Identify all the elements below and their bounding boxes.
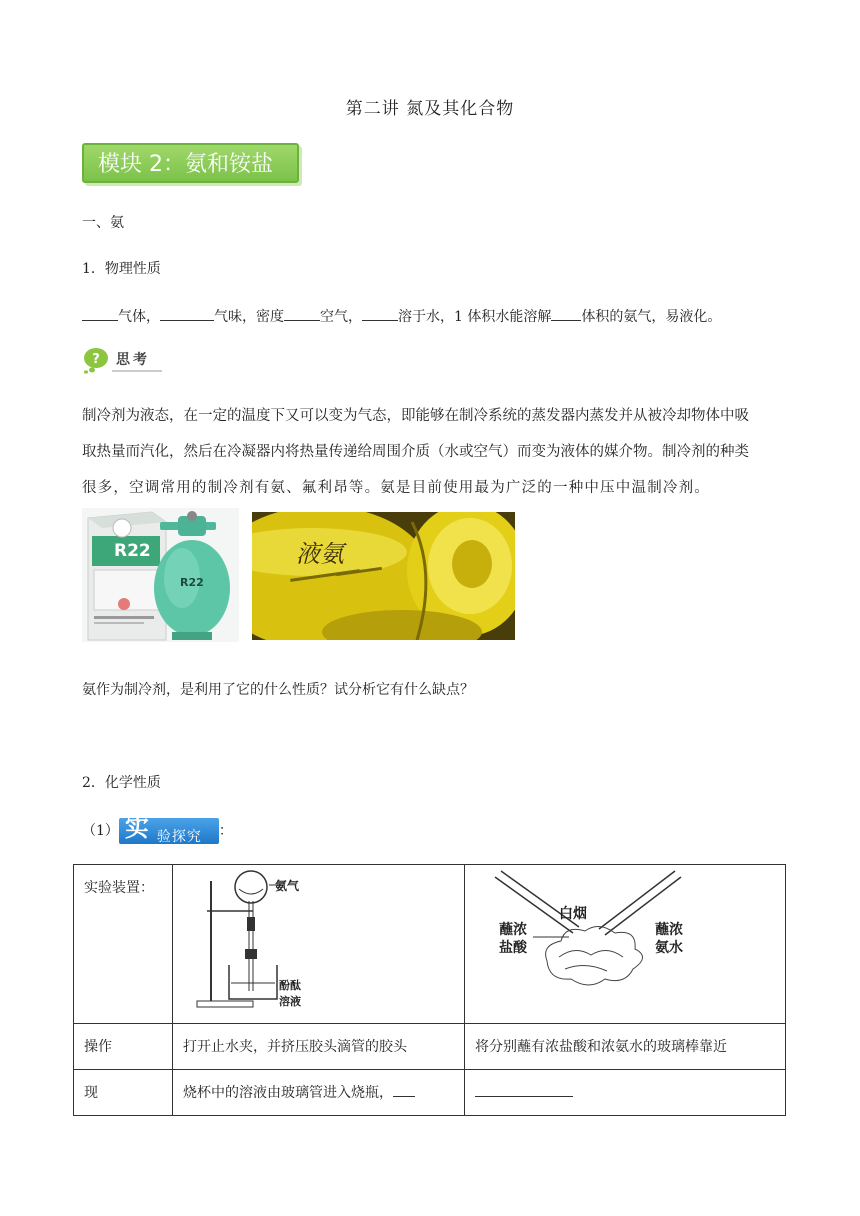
svg-text:?: ? <box>92 352 100 367</box>
cell-text <box>173 1070 464 1102</box>
table-cell <box>173 1070 465 1116</box>
text-segment: 溶于水，1 体积水能溶解 <box>398 309 552 325</box>
cell-text: 打开止水夹，并挤压胶头滴管的胶头 <box>183 1039 407 1055</box>
experiment-badge <box>119 813 219 845</box>
paragraph-line: 取热量而汽化，然后在冷凝器内将热量传递给周围介质（水或空气）而变为液体的媒介物。制冷剂的种类 <box>82 444 749 460</box>
r22-refrigerant-photo <box>82 508 239 642</box>
experiment-heading <box>82 813 233 846</box>
think-label: 思考 <box>116 352 150 368</box>
cell-text: 将分别蘸有浓盐酸和浓氨水的玻璃棒靠近 <box>475 1039 727 1055</box>
fill-blank <box>362 306 398 321</box>
row-label: 实验装置： <box>84 880 154 896</box>
text-segment: 空气， <box>320 309 362 325</box>
badge-small-text: 验探究 <box>156 829 202 845</box>
table-cell <box>173 1024 465 1070</box>
table-cell <box>173 865 465 1024</box>
table-cell <box>74 1024 173 1070</box>
paragraph-line: 制冷剂为液态，在一定的温度下又可以变为气态，即能够在制冷系统的蒸发器内蒸发并从被冷却物体中吸 <box>82 408 749 424</box>
table-cell <box>465 1024 786 1070</box>
paragraph-line: 很多，空调常用的制冷剂有氨、氟利昂等。氨是目前使用最为广泛的一种中压中温制冷剂。 <box>82 480 710 496</box>
gas-label: 氨气 <box>275 879 300 893</box>
fill-blank <box>551 306 581 321</box>
module-banner: 模块 2：氨和铵盐 <box>82 143 299 183</box>
table-cell <box>465 865 786 1024</box>
row-label: 现 <box>84 1085 98 1101</box>
fill-blank <box>82 306 118 321</box>
cell-text-content: 烧杯中的溶液由玻璃管进入烧瓶， <box>183 1085 393 1101</box>
question-text: 氨作为制冷剂，是利用了它的什么性质？试分析它有什么缺点？ <box>82 682 474 698</box>
page-title: 第二讲 氮及其化合物 <box>345 99 515 119</box>
cell-text <box>465 1070 785 1101</box>
ammonia-label: 液氨 <box>296 540 344 568</box>
fill-blank <box>284 306 320 321</box>
hcl-rod-label-1: 蘸浓 <box>499 922 527 938</box>
section-heading: 一、氨 <box>82 215 124 231</box>
liquid-label-1: 酚酞 <box>279 979 301 992</box>
ammonia-rod-label-1: 蘸浓 <box>655 922 683 938</box>
experiment-number: （1） <box>82 823 119 839</box>
text-segment: 气味，密度 <box>214 309 284 325</box>
colon: ： <box>218 823 233 839</box>
smoke-label: 白烟 <box>559 906 587 922</box>
table-cell <box>74 1070 173 1116</box>
table-cell <box>74 865 173 1024</box>
fill-blank <box>475 1082 573 1097</box>
tank-label: R22 <box>180 576 204 589</box>
ammonia-rod-label-2: 氨水 <box>655 940 683 956</box>
text-segment: 气体， <box>118 309 160 325</box>
box-label: R22 <box>114 541 151 561</box>
table-row <box>74 1024 786 1070</box>
fill-blank <box>393 1082 415 1097</box>
table-cell <box>465 1070 786 1116</box>
physical-properties-line <box>82 306 721 327</box>
table-row <box>74 865 786 1024</box>
table-row <box>74 1070 786 1116</box>
fill-blank <box>160 306 214 321</box>
liquid-ammonia-photo <box>252 512 515 640</box>
fountain-apparatus-diagram <box>173 865 464 1019</box>
badge-big-char: 实 <box>124 813 149 842</box>
refrigerant-paragraph <box>82 398 782 506</box>
text-segment: 体积的氨气，易液化。 <box>581 309 722 325</box>
subsection-chemical: 2．化学性质 <box>82 775 161 791</box>
row-label: 操作 <box>84 1039 112 1055</box>
experiment-table <box>73 864 786 1116</box>
hcl-rod-label-2: 盐酸 <box>499 940 527 956</box>
think-badge <box>82 346 166 374</box>
subsection-physical: 1．物理性质 <box>82 261 161 277</box>
liquid-label-2: 溶液 <box>279 995 301 1008</box>
